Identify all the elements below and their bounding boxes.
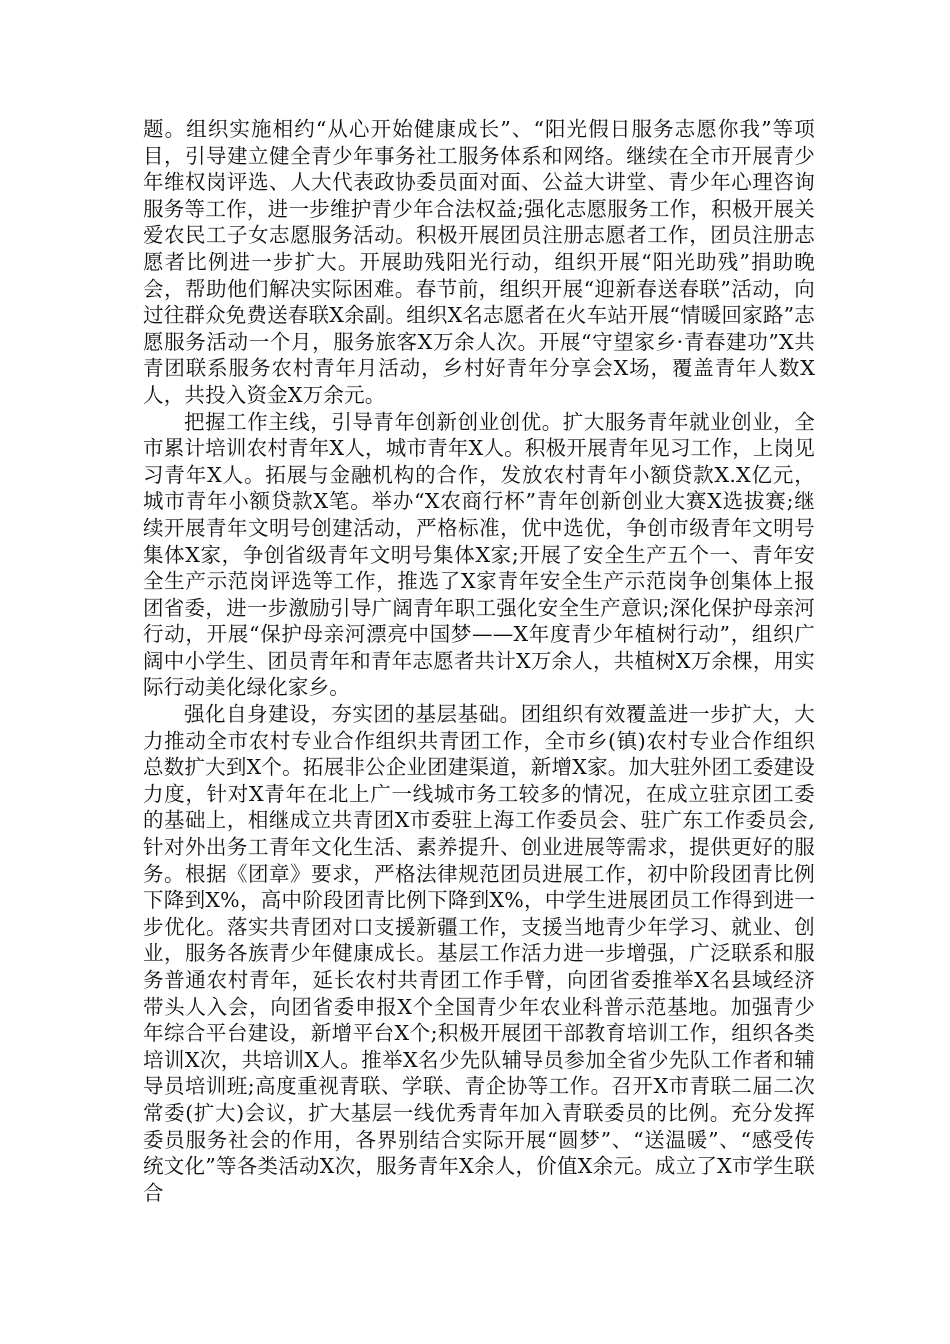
paragraph-youth-entrepreneurship: 把握工作主线，引导青年创新创业创优。扩大服务青年就业创业，全市累计培训农村青年X人，城市青年X人。积极开展青年见习工作，上岗见习青年X人。拓展与金融机构的合作，发放农村青年小额贷款X.X亿元，城市青年小额贷款X笔。举办“X农商行杯”青年创新创业大赛X选拔赛;继续开展青年文明号创建活动，严格标准，优中选优，争创市级青年文明号集体X家，争创省级青年文明号集体X家;开展了安全生产五个一、青年安全生产示范岗评选等工作，推选了X家青年安全生产示范岗争创集体上报团省委，进一步激励引导广阔青年职工强化安全生产意识;深化保护母亲河行动，开展“保护母亲河漂亮中国梦——X年度青少年植树行动”，组织广阔中小学生、团员青年和青年志愿者共计X万余人，共植树X万余棵，用实际行动美化绿化家乡。	[143, 409, 815, 700]
document-body	[143, 116, 815, 1206]
paragraph-grassroots-building: 强化自身建设，夯实团的基层基础。团组织有效覆盖进一步扩大，大力推动全市农村专业合作组织共青团工作，全市乡(镇)农村专业合作组织总数扩大到X个。拓展非公企业团建渠道，新增X家。加大驻外团工委建设力度，针对X青年在北上广一线城市务工较多的情况，在成立驻京团工委的基础上，相继成立共青团X市委驻上海工作委员会、驻广东工作委员会,针对外出务工青年文化生活、素养提升、创业进展等需求，提供更好的服务。根据《团章》要求，严格法律规范团员进展工作，初中阶段团青比例下降到X%，高中阶段团青比例下降到X%，中学生进展团员工作得到进一步优化。落实共青团对口支援新疆工作，支援当地青少年学习、就业、创业，服务各族青少年健康成长。基层工作活力进一步增强，广泛联系和服务普通农村青年，延长农村共青团工作手臂，向团省委推举X名县域经济带头人入会，向团省委申报X个全国青少年农业科普示范基地。加强青少年综合平台建设，新增平台X个;积极开展团干部教育培训工作，组织各类培训X次，共培训X人。推举X名少先队辅导员参加全省少先队工作者和辅导员培训班;高度重视青联、学联、青企协等工作。召开X市青联二届二次常委(扩大)会议，扩大基层一线优秀青年加入青联委员的比例。充分发挥委员服务社会的作用，各界别结合实际开展“圆梦”、“送温暖”、“感受传统文化”等各类活动X次，服务青年X余人，价值X余元。成立了X市学生联合	[143, 702, 815, 1205]
paragraph-volunteer-services: 题。组织实施相约“从心开始健康成长”、“阳光假日服务志愿你我”等项目，引导建立健全青少年事务社工服务体系和网络。继续在全市开展青少年维权岗评选、人大代表政协委员面对面、公益大讲堂、青少年心理咨询服务等工作，进一步维护青少年合法权益;强化志愿服务工作，积极开展关爱农民工子女志愿服务活动。积极开展团员注册志愿者工作，团员注册志愿者比例进一步扩大。开展助残阳光行动，组织开展“阳光助残”捐助晚会，帮助他们解决实际困难。春节前，组织开展“迎新春送春联”活动，向过往群众免费送春联X余副。组织X名志愿者在火车站开展“情暖回家路”志愿服务活动一个月，服务旅客X万余人次。开展“守望家乡·青春建功”X共青团联系服务农村青年月活动，乡村好青年分享会X场，覆盖青年人数X人，共投入资金X万余元。	[143, 117, 815, 407]
